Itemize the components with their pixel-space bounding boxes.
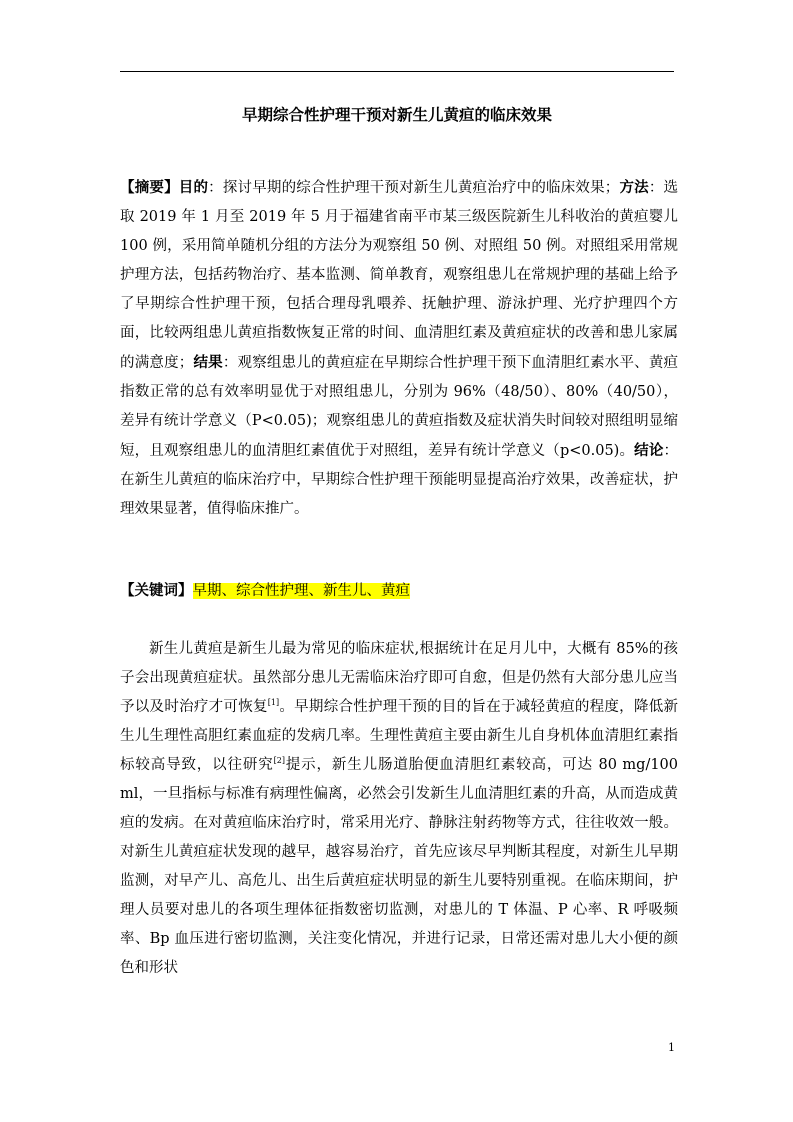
- body-text-part-2: 。早期综合性护理干预的目的旨在于减轻黄疸的程度，降低新生儿生理性高胆红素血症的发病几率。生理性黄疸主要由新生儿自身机体血清胆红素指标较高导致，以往研究: [120, 699, 679, 773]
- keywords-line: [120, 577, 410, 605]
- body-text-part-1: 新生儿黄疸是新生儿最为常见的临床症状,根据统计在足月儿中，大概有 85%的孩子会出现黄疸症状。虽然部分患儿无需临床治疗即可自愈，但是仍然有大部分患儿应当予以及时治疗才可恢复: [120, 641, 678, 715]
- abstract-paragraph: [120, 173, 678, 524]
- purpose-text: ：探讨早期的综合性护理干预对新生儿黄疸治疗中的临床效果；: [208, 180, 620, 196]
- keywords-label: 【关键词】: [120, 582, 193, 599]
- method-text: ：选取 2019 年 1 月至 2019 年 5 月于福建省南平市某三级医院新生儿科收治的黄疸婴儿 100 例，采用简单随机分组的方法分为观察组 50 例、对照组 50 例。对照组采用常规护理方法，包括药物治疗、基本监测、简单教育，观察组患儿在常规护理的基础上给予了早期综合性护理干预，包括合理母乳喂养、抚触护理、游泳护理、光疗护理四个方面，比较两组患儿黄疸指数恢复正常的时间、血清胆红素及黄疸症状的改善和患儿家属的满意度；: [120, 180, 679, 371]
- header-rule: [120, 71, 674, 72]
- reference-2: [2]: [273, 756, 285, 766]
- page-title: 早期综合性护理干预对新生儿黄疸的临床效果: [241, 105, 552, 124]
- body-text-part-3: 提示，新生儿肠道胎便血清胆红素较高，可达 80 mg/100 ml，一旦指标与标准有病理性偏离，必然会引发新生儿血清胆红素的升高，从而造成黄疸的发病。在对黄疸临床治疗时，常采用光疗、静脉注射药物等方式，往往收效一般。对新生儿黄疸症状发现的越早，越容易治疗，首先应该尽早判断其程度，对新生儿早期监测，对早产儿、高危儿、出生后黄疸症状明显的新生儿要特别重视。在临床期间，护理人员要对患儿的各项生理体征指数密切监测，对患儿的 T 体温、P 心率、R 呼吸频率、Bp 血压进行密切监测，关注变化情况，并进行记录，日常还需对患儿大小便的颜色和形状: [120, 757, 679, 976]
- method-label: 方法: [619, 179, 649, 196]
- reference-1: [1]: [267, 698, 280, 708]
- purpose-label: 目的: [178, 179, 209, 196]
- result-label: 结果: [193, 354, 223, 371]
- page-number: 1: [668, 1041, 675, 1054]
- body-paragraph: [120, 635, 678, 983]
- conclusion-text: ：在新生儿黄疸的临床治疗中，早期综合性护理干预能明显提高治疗效果，改善症状，护理效果显著，值得临床推广。: [120, 443, 679, 517]
- keywords-text: 早期、综合性护理、新生儿、黄疸: [192, 583, 410, 599]
- result-text: ：观察组患儿的黄疸症在早期综合性护理干预下血清胆红素水平、黄疸指数正常的总有效率明显优于对照组患儿，分别为 96%（48/50）、80%（40/50），差异有统计学意义（P<0.05)；观察组患儿的黄疸指数及症状消失时间较对照组明显缩短，且观察组患儿的血清胆红素值优于对照组，差异有统计学意义（p<0.05)。: [120, 355, 679, 459]
- conclusion-label: 结论: [634, 442, 664, 459]
- abstract-label: 【摘要】: [120, 179, 179, 196]
